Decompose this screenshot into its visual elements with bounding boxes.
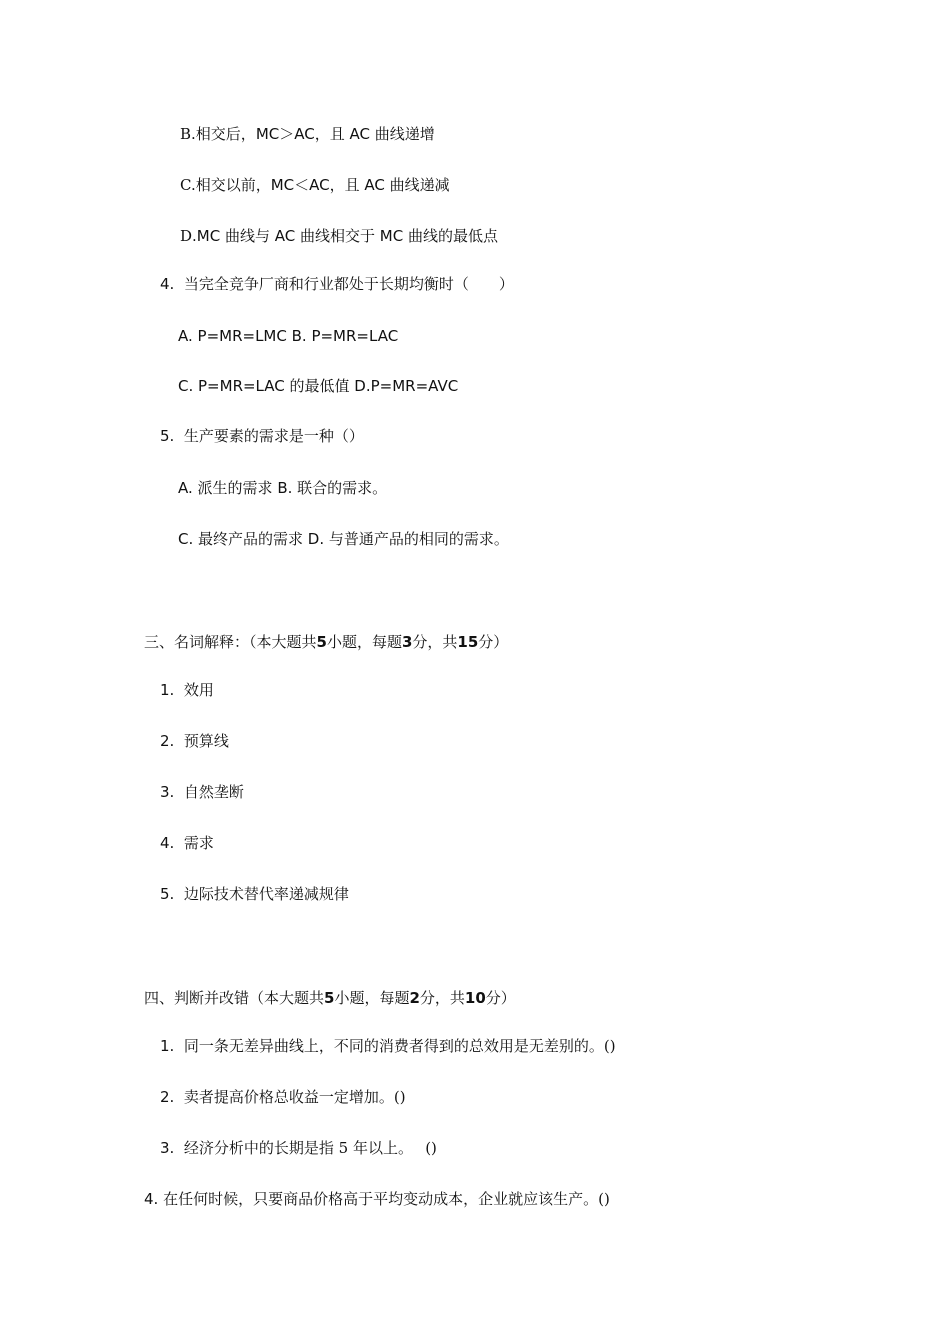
q3-option-d <box>180 226 498 246</box>
item-number: 1. <box>160 1037 175 1055</box>
question-text: 生产要素的需求是一种（） <box>183 427 364 445</box>
section-3-item <box>160 680 214 700</box>
item-number: 2. <box>160 732 175 750</box>
option-text: 最终产品的需求 <box>193 530 308 548</box>
question-number: 5. <box>160 427 175 445</box>
option-text: 曲线递减 <box>384 176 450 194</box>
option-letter: B <box>180 125 192 143</box>
item-number: 4. <box>160 834 175 852</box>
section-3-item <box>160 731 229 751</box>
option-text: ，且 <box>329 176 365 194</box>
option-text: ，且 <box>314 125 350 143</box>
option-letter: A. <box>178 479 193 497</box>
option-text: MC <box>379 227 404 245</box>
option-text: .相交以前， <box>190 176 271 194</box>
section-4-item <box>160 1087 406 1107</box>
item-number: 3. <box>160 783 175 801</box>
section-3-heading <box>144 632 508 652</box>
option-text: 曲线与 <box>220 227 275 245</box>
q5-stem <box>160 426 364 446</box>
heading-text: 分，共 <box>419 989 465 1007</box>
section-3-item <box>160 884 349 904</box>
section-4-item <box>144 1189 610 1209</box>
item-text: 卖者提高价格总收益一定增加。() <box>183 1088 406 1106</box>
option-letter: D <box>180 227 193 245</box>
heading-number: 15 <box>457 633 479 651</box>
question-text: 当完全竞争厂商和行业都处于长期均衡时（ ） <box>183 275 514 293</box>
item-text: 自然垄断 <box>183 783 244 801</box>
option-letter: C. <box>178 530 194 548</box>
heading-text: 分，共 <box>412 633 458 651</box>
option-letter: D. <box>307 530 325 548</box>
heading-text: 分） <box>485 989 516 1007</box>
item-number: 1. <box>160 681 175 699</box>
q4-stem <box>160 274 514 294</box>
item-number: 2. <box>160 1088 175 1106</box>
option-text: 与普通产品的相同的需求。 <box>324 530 509 548</box>
section-3-item <box>160 833 214 853</box>
option-text: C. P=MR=LAC <box>178 377 285 395</box>
item-text: 在任何时候，只要商品价格高于平均变动成本，企业就应该生产。() <box>163 1190 610 1208</box>
heading-text: 分） <box>478 633 509 651</box>
option-text: .MC <box>192 227 221 245</box>
heading-number: 5 <box>324 989 335 1007</box>
option-text: AC <box>364 176 385 194</box>
option-text: D.P=MR=AVC <box>354 377 459 395</box>
item-text: 预算线 <box>183 732 229 750</box>
heading-text: 小题，每题 <box>326 633 402 651</box>
option-letter: B. <box>277 479 293 497</box>
option-text: 曲线递增 <box>369 125 435 143</box>
section-4-item <box>160 1138 437 1158</box>
option-text: .相交后， <box>191 125 256 143</box>
section-4-item <box>160 1036 616 1056</box>
heading-number: 10 <box>464 989 486 1007</box>
heading-text: 四、判断并改错（本大题共 <box>144 989 325 1007</box>
item-text: 边际技术替代率递减规律 <box>183 885 349 903</box>
item-number: 5. <box>160 885 175 903</box>
section-3-item <box>160 782 244 802</box>
option-text: MC＜AC <box>270 176 330 194</box>
heading-text: 三、名词解释：（本大题共 <box>144 633 317 651</box>
item-number: 4. <box>144 1190 159 1208</box>
item-text: 效用 <box>183 681 214 699</box>
option-text: 派生的需求 <box>192 479 278 497</box>
option-text: AC <box>274 227 296 245</box>
item-text: 经济分析中的长期是指 5 年以上。 () <box>183 1139 437 1157</box>
question-number: 4. <box>160 275 175 293</box>
q5-options-cd <box>178 529 509 549</box>
option-text: 的最低值 <box>284 377 355 395</box>
q4-options-cd <box>178 376 458 396</box>
heading-text: 小题，每题 <box>334 989 410 1007</box>
q3-option-c <box>180 175 450 195</box>
item-text: 同一条无差异曲线上，不同的消费者得到的总效用是无差别的。() <box>183 1037 616 1055</box>
item-text: 需求 <box>183 834 214 852</box>
q5-options-ab <box>178 478 387 498</box>
section-4-heading <box>144 988 516 1008</box>
option-text: 联合的需求。 <box>292 479 388 497</box>
q3-option-b <box>180 124 435 144</box>
option-text: 曲线的最低点 <box>403 227 498 245</box>
option-text: AC <box>349 125 370 143</box>
option-text: 曲线相交于 <box>295 227 380 245</box>
heading-number: 5 <box>316 633 327 651</box>
option-text: MC＞AC <box>255 125 315 143</box>
q4-options-ab: A. P=MR=LMC B. P=MR=LAC <box>178 327 399 345</box>
option-letter: C <box>180 176 191 194</box>
heading-number: 3 <box>401 633 413 651</box>
heading-number: 2 <box>409 989 420 1007</box>
item-number: 3. <box>160 1139 175 1157</box>
